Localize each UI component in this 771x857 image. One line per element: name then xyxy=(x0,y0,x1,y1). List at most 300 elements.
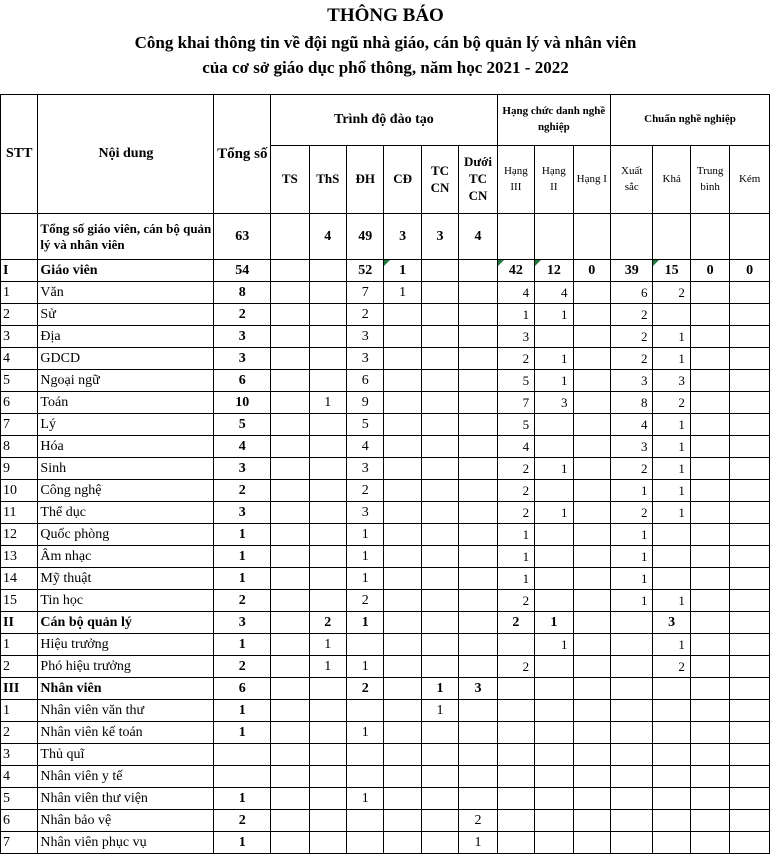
cell-11: 0 xyxy=(690,260,729,282)
cell-5 xyxy=(459,722,497,744)
cell-label: Nhân viên xyxy=(38,678,214,700)
cell-total: 63 xyxy=(214,214,271,260)
cell-2 xyxy=(346,810,383,832)
cell-4 xyxy=(421,436,458,458)
cell-7 xyxy=(535,414,573,436)
cell-6 xyxy=(497,788,534,810)
cell-1 xyxy=(309,282,346,304)
cell-2 xyxy=(346,766,383,788)
cell-0 xyxy=(271,282,309,304)
cell-2 xyxy=(346,700,383,722)
cell-8 xyxy=(573,414,610,436)
table-row xyxy=(1,678,770,700)
cell-0 xyxy=(271,546,309,568)
cell-label: Sử xyxy=(38,304,214,326)
cell-stt: 1 xyxy=(1,700,38,722)
cell-10 xyxy=(653,832,690,854)
cell-1: 1 xyxy=(309,656,346,678)
cell-stt: 3 xyxy=(1,326,38,348)
cell-12 xyxy=(730,832,770,854)
cell-9: 2 xyxy=(610,348,652,370)
cell-total: 3 xyxy=(214,348,271,370)
cell-total: 1 xyxy=(214,634,271,656)
table-row xyxy=(1,612,770,634)
cell-11 xyxy=(690,832,729,854)
cell-label: Hiệu trưởng xyxy=(38,634,214,656)
cell-3: 1 xyxy=(384,260,421,282)
cell-4 xyxy=(421,568,458,590)
cell-total: 2 xyxy=(214,304,271,326)
cell-4 xyxy=(421,744,458,766)
cell-0 xyxy=(271,480,309,502)
cell-5 xyxy=(459,612,497,634)
table-row xyxy=(1,282,770,304)
cell-7 xyxy=(535,810,573,832)
cell-6: 2 xyxy=(497,590,534,612)
cell-9: 1 xyxy=(610,480,652,502)
cell-2: 52 xyxy=(346,260,383,282)
cell-10: 1 xyxy=(653,634,690,656)
table-row xyxy=(1,810,770,832)
cell-12 xyxy=(730,304,770,326)
cell-6 xyxy=(497,810,534,832)
cell-4 xyxy=(421,634,458,656)
cell-8 xyxy=(573,744,610,766)
cell-4 xyxy=(421,502,458,524)
cell-10: 1 xyxy=(653,502,690,524)
cell-stt: 15 xyxy=(1,590,38,612)
cell-12 xyxy=(730,546,770,568)
cell-11 xyxy=(690,282,729,304)
cell-6 xyxy=(497,744,534,766)
cell-8 xyxy=(573,214,610,260)
cell-6: 1 xyxy=(497,568,534,590)
cell-total: 4 xyxy=(214,436,271,458)
cell-5: 4 xyxy=(459,214,497,260)
cell-0 xyxy=(271,458,309,480)
cell-3 xyxy=(384,568,421,590)
cell-0 xyxy=(271,348,309,370)
cell-7 xyxy=(535,524,573,546)
table-row xyxy=(1,656,770,678)
cell-11 xyxy=(690,370,729,392)
cell-6: 4 xyxy=(497,282,534,304)
cell-stt: 3 xyxy=(1,744,38,766)
cell-label: Quốc phòng xyxy=(38,524,214,546)
cell-12 xyxy=(730,634,770,656)
cell-stt: 9 xyxy=(1,458,38,480)
cell-10 xyxy=(653,810,690,832)
cell-2: 5 xyxy=(346,414,383,436)
cell-11 xyxy=(690,590,729,612)
cell-label: Thể dục xyxy=(38,502,214,524)
cell-11 xyxy=(690,766,729,788)
cell-6 xyxy=(497,722,534,744)
cell-label: Lý xyxy=(38,414,214,436)
cell-5 xyxy=(459,480,497,502)
cell-9 xyxy=(610,788,652,810)
cell-10 xyxy=(653,700,690,722)
cell-5 xyxy=(459,524,497,546)
cell-12 xyxy=(730,524,770,546)
cell-2: 49 xyxy=(346,214,383,260)
cell-1 xyxy=(309,260,346,282)
cell-2: 6 xyxy=(346,370,383,392)
cell-stt: 8 xyxy=(1,436,38,458)
cell-8 xyxy=(573,348,610,370)
cell-7: 1 xyxy=(535,634,573,656)
cell-7: 3 xyxy=(535,392,573,414)
cell-stt: 13 xyxy=(1,546,38,568)
cell-stt: 2 xyxy=(1,722,38,744)
cell-9: 1 xyxy=(610,524,652,546)
cell-7: 1 xyxy=(535,458,573,480)
cell-6: 7 xyxy=(497,392,534,414)
cell-1 xyxy=(309,568,346,590)
cell-5 xyxy=(459,700,497,722)
cell-11 xyxy=(690,502,729,524)
cell-7: 1 xyxy=(535,304,573,326)
cell-8 xyxy=(573,282,610,304)
cell-12 xyxy=(730,766,770,788)
cell-label: Sinh xyxy=(38,458,214,480)
cell-7 xyxy=(535,326,573,348)
cell-0 xyxy=(271,612,309,634)
table-row xyxy=(1,414,770,436)
cell-0 xyxy=(271,436,309,458)
cell-5 xyxy=(459,788,497,810)
cell-4 xyxy=(421,524,458,546)
cell-label: Phó hiệu trưởng xyxy=(38,656,214,678)
cell-3 xyxy=(384,304,421,326)
cell-stt xyxy=(1,214,38,260)
cell-3 xyxy=(384,524,421,546)
cell-3 xyxy=(384,392,421,414)
cell-4 xyxy=(421,766,458,788)
cell-11 xyxy=(690,458,729,480)
cell-total: 3 xyxy=(214,612,271,634)
cell-11 xyxy=(690,656,729,678)
cell-9: 1 xyxy=(610,590,652,612)
cell-7: 4 xyxy=(535,282,573,304)
cell-7 xyxy=(535,480,573,502)
cell-9: 4 xyxy=(610,414,652,436)
cell-stt: 5 xyxy=(1,370,38,392)
cell-0 xyxy=(271,568,309,590)
cell-8 xyxy=(573,436,610,458)
cell-12 xyxy=(730,744,770,766)
cell-6: 1 xyxy=(497,304,534,326)
table-row xyxy=(1,348,770,370)
cell-11 xyxy=(690,524,729,546)
cell-label: Giáo viên xyxy=(38,260,214,282)
cell-stt: 4 xyxy=(1,766,38,788)
cell-stt: 1 xyxy=(1,634,38,656)
cell-label: Nhân viên văn thư xyxy=(38,700,214,722)
cell-label: Công nghệ xyxy=(38,480,214,502)
cell-12 xyxy=(730,612,770,634)
cell-1 xyxy=(309,546,346,568)
cell-3 xyxy=(384,590,421,612)
table-row xyxy=(1,436,770,458)
cell-3 xyxy=(384,436,421,458)
table-row xyxy=(1,370,770,392)
cell-5 xyxy=(459,656,497,678)
cell-12 xyxy=(730,810,770,832)
cell-0 xyxy=(271,634,309,656)
cell-3 xyxy=(384,370,421,392)
cell-5 xyxy=(459,458,497,480)
cell-label: Cán bộ quản lý xyxy=(38,612,214,634)
cell-10 xyxy=(653,766,690,788)
cell-total: 6 xyxy=(214,678,271,700)
cell-6: 2 xyxy=(497,480,534,502)
cell-label: Hóa xyxy=(38,436,214,458)
cell-stt: 5 xyxy=(1,788,38,810)
cell-5 xyxy=(459,766,497,788)
cell-10 xyxy=(653,524,690,546)
cell-8 xyxy=(573,832,610,854)
cell-9: 6 xyxy=(610,282,652,304)
cell-8 xyxy=(573,392,610,414)
cell-total: 2 xyxy=(214,810,271,832)
cell-total: 3 xyxy=(214,326,271,348)
cell-2: 1 xyxy=(346,722,383,744)
cell-1 xyxy=(309,722,346,744)
cell-2: 2 xyxy=(346,678,383,700)
cell-label: Tổng số giáo viên, cán bộ quản lý và nhân viên xyxy=(38,214,214,260)
cell-9: 2 xyxy=(610,304,652,326)
cell-12 xyxy=(730,590,770,612)
cell-3 xyxy=(384,744,421,766)
cell-stt: 10 xyxy=(1,480,38,502)
cell-6: 2 xyxy=(497,348,534,370)
cell-stt: 6 xyxy=(1,810,38,832)
cell-1 xyxy=(309,436,346,458)
cell-label: Ngoại ngữ xyxy=(38,370,214,392)
subheader-2: ĐH xyxy=(346,146,383,214)
cell-total: 2 xyxy=(214,480,271,502)
table-row xyxy=(1,766,770,788)
cell-3 xyxy=(384,414,421,436)
cell-0 xyxy=(271,744,309,766)
cell-3 xyxy=(384,458,421,480)
cell-11 xyxy=(690,788,729,810)
cell-8 xyxy=(573,458,610,480)
cell-9: 2 xyxy=(610,458,652,480)
cell-7: 1 xyxy=(535,612,573,634)
cell-8 xyxy=(573,612,610,634)
cell-label: Nhân viên phục vụ xyxy=(38,832,214,854)
cell-9: 3 xyxy=(610,436,652,458)
cell-3 xyxy=(384,546,421,568)
cell-2: 3 xyxy=(346,348,383,370)
cell-6 xyxy=(497,678,534,700)
cell-8 xyxy=(573,568,610,590)
cell-5 xyxy=(459,590,497,612)
cell-12 xyxy=(730,502,770,524)
cell-5: 1 xyxy=(459,832,497,854)
cell-3 xyxy=(384,832,421,854)
cell-10 xyxy=(653,546,690,568)
cell-2: 3 xyxy=(346,502,383,524)
cell-9: 8 xyxy=(610,392,652,414)
cell-2: 2 xyxy=(346,590,383,612)
cell-9: 1 xyxy=(610,546,652,568)
cell-5: 2 xyxy=(459,810,497,832)
cell-total: 1 xyxy=(214,568,271,590)
cell-12 xyxy=(730,214,770,260)
cell-10: 2 xyxy=(653,656,690,678)
table-row xyxy=(1,214,770,260)
cell-0 xyxy=(271,370,309,392)
header-hang-chuc-danh: Hạng chức danh nghề nghiệp xyxy=(497,95,610,146)
cell-7 xyxy=(535,546,573,568)
cell-12 xyxy=(730,370,770,392)
cell-2: 2 xyxy=(346,304,383,326)
subheader-1: ThS xyxy=(309,146,346,214)
subheader-8: Hạng I xyxy=(573,146,610,214)
cell-7 xyxy=(535,214,573,260)
cell-4 xyxy=(421,370,458,392)
cell-10: 1 xyxy=(653,326,690,348)
cell-8 xyxy=(573,546,610,568)
cell-stt: 14 xyxy=(1,568,38,590)
table-row xyxy=(1,546,770,568)
cell-2: 1 xyxy=(346,788,383,810)
cell-12 xyxy=(730,282,770,304)
subheader-11: Trung bình xyxy=(690,146,729,214)
cell-1 xyxy=(309,480,346,502)
cell-3: 3 xyxy=(384,214,421,260)
cell-total: 3 xyxy=(214,458,271,480)
cell-7 xyxy=(535,656,573,678)
table-row xyxy=(1,700,770,722)
cell-4 xyxy=(421,304,458,326)
cell-0 xyxy=(271,214,309,260)
cell-4: 1 xyxy=(421,700,458,722)
cell-11 xyxy=(690,810,729,832)
cell-2: 4 xyxy=(346,436,383,458)
cell-10 xyxy=(653,744,690,766)
cell-10: 2 xyxy=(653,392,690,414)
cell-stt: I xyxy=(1,260,38,282)
cell-11 xyxy=(690,722,729,744)
cell-7 xyxy=(535,832,573,854)
cell-2: 9 xyxy=(346,392,383,414)
cell-2 xyxy=(346,832,383,854)
cell-12 xyxy=(730,458,770,480)
cell-10 xyxy=(653,304,690,326)
cell-4 xyxy=(421,392,458,414)
cell-10: 1 xyxy=(653,590,690,612)
cell-5 xyxy=(459,282,497,304)
cell-12 xyxy=(730,700,770,722)
cell-total: 1 xyxy=(214,832,271,854)
staff-table xyxy=(0,94,770,854)
cell-total xyxy=(214,744,271,766)
cell-total: 1 xyxy=(214,788,271,810)
cell-8 xyxy=(573,304,610,326)
cell-label: Địa xyxy=(38,326,214,348)
cell-total: 6 xyxy=(214,370,271,392)
cell-8: 0 xyxy=(573,260,610,282)
cell-label: Thủ quĩ xyxy=(38,744,214,766)
cell-7 xyxy=(535,722,573,744)
cell-1 xyxy=(309,370,346,392)
header-stt: STT xyxy=(1,95,38,214)
cell-6 xyxy=(497,634,534,656)
cell-0 xyxy=(271,810,309,832)
cell-12 xyxy=(730,678,770,700)
cell-7 xyxy=(535,700,573,722)
cell-10 xyxy=(653,722,690,744)
cell-11 xyxy=(690,744,729,766)
cell-1 xyxy=(309,414,346,436)
cell-label: Nhân viên kế toán xyxy=(38,722,214,744)
cell-stt: 1 xyxy=(1,282,38,304)
cell-6: 2 xyxy=(497,656,534,678)
cell-11 xyxy=(690,392,729,414)
cell-label: Văn xyxy=(38,282,214,304)
table-row xyxy=(1,744,770,766)
cell-10: 1 xyxy=(653,414,690,436)
table-row xyxy=(1,458,770,480)
cell-12 xyxy=(730,348,770,370)
cell-7 xyxy=(535,788,573,810)
cell-9 xyxy=(610,744,652,766)
cell-6 xyxy=(497,832,534,854)
cell-6 xyxy=(497,766,534,788)
cell-12 xyxy=(730,568,770,590)
cell-2: 1 xyxy=(346,524,383,546)
cell-8 xyxy=(573,766,610,788)
cell-1: 1 xyxy=(309,392,346,414)
cell-total: 1 xyxy=(214,524,271,546)
cell-7: 1 xyxy=(535,370,573,392)
cell-0 xyxy=(271,722,309,744)
cell-11 xyxy=(690,678,729,700)
subheader-5: Dưới TC CN xyxy=(459,146,497,214)
cell-10: 2 xyxy=(653,282,690,304)
cell-4: 1 xyxy=(421,678,458,700)
cell-9 xyxy=(610,832,652,854)
cell-6: 2 xyxy=(497,612,534,634)
cell-7 xyxy=(535,436,573,458)
cell-11 xyxy=(690,568,729,590)
cell-4 xyxy=(421,326,458,348)
cell-10 xyxy=(653,568,690,590)
cell-9 xyxy=(610,766,652,788)
cell-stt: 2 xyxy=(1,656,38,678)
cell-total: 1 xyxy=(214,722,271,744)
cell-11 xyxy=(690,414,729,436)
cell-6: 1 xyxy=(497,524,534,546)
cell-5 xyxy=(459,392,497,414)
cell-0 xyxy=(271,326,309,348)
cell-2: 2 xyxy=(346,480,383,502)
cell-12 xyxy=(730,414,770,436)
cell-9 xyxy=(610,656,652,678)
cell-stt: III xyxy=(1,678,38,700)
cell-3 xyxy=(384,612,421,634)
cell-4 xyxy=(421,788,458,810)
cell-0 xyxy=(271,260,309,282)
cell-label: Tin học xyxy=(38,590,214,612)
cell-1: 2 xyxy=(309,612,346,634)
cell-stt: 7 xyxy=(1,832,38,854)
cell-8 xyxy=(573,700,610,722)
